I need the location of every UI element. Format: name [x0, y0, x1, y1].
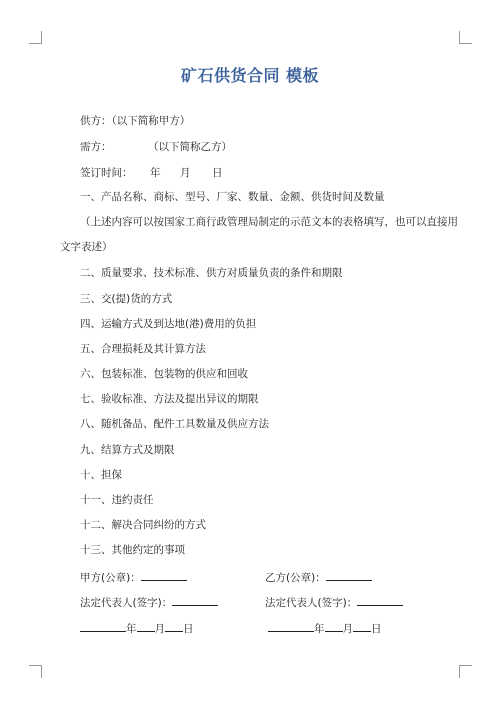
date-a-month: 月 [154, 623, 165, 635]
signing-month: 月 [180, 167, 191, 179]
party-a-seal-row [80, 569, 187, 585]
date-a-year-blank[interactable] [80, 620, 126, 632]
clause-12: 十二、解决合同纠纷的方式 [80, 519, 206, 531]
date-b-month: 月 [342, 623, 353, 635]
supplier-line: 供方：（以下简称甲方） [80, 115, 191, 127]
party-b-seal-label: 乙方(公章)： [265, 572, 326, 584]
rep-a-label: 法定代表人(签字)： [80, 597, 173, 609]
clause-10: 十、担保 [80, 469, 122, 481]
clause-1-note: （上述内容可以按国家工商行政管理局制定的示范文本的表格填写，也可以直接用 [80, 216, 458, 228]
signing-time-label: 签订时间： [80, 167, 133, 179]
rep-b-row [265, 594, 403, 610]
party-b-seal-row [265, 569, 372, 585]
party-b-seal-blank[interactable] [326, 569, 372, 581]
date-b-row [268, 620, 382, 636]
rep-a-row [80, 594, 218, 610]
date-b-day-blank[interactable] [353, 620, 371, 632]
date-b-year: 年 [314, 623, 325, 635]
date-b-year-blank[interactable] [268, 620, 314, 632]
clause-7: 七、验收标准、方法及提出异议的期限 [80, 393, 259, 405]
date-b-day: 日 [371, 623, 382, 635]
clause-2: 二、质量要求、技术标准、供方对质量负责的条件和期限 [80, 267, 343, 279]
clause-3: 三、交(提)货的方式 [80, 293, 173, 305]
buyer-note: （以下简称乙方） [148, 141, 232, 153]
date-a-month-blank[interactable] [137, 620, 155, 632]
clause-4: 四、运输方式及到达地(港)费用的负担 [80, 318, 257, 330]
date-a-day-blank[interactable] [165, 620, 183, 632]
clause-13: 十三、其他约定的事项 [80, 544, 185, 556]
signing-day: 日 [212, 167, 223, 179]
corner-mark-bottom-left [29, 665, 42, 678]
date-a-day: 日 [183, 623, 194, 635]
clause-9: 九、结算方式及期限 [80, 444, 175, 456]
document-title: 矿石供货合同 模板 [180, 66, 320, 85]
buyer-label: 需方： [80, 141, 112, 153]
party-a-seal-label: 甲方(公章)： [80, 572, 141, 584]
date-a-row [80, 620, 194, 636]
date-a-year: 年 [126, 623, 137, 635]
clause-6: 六、包装标准、包装物的供应和回收 [80, 368, 248, 380]
corner-mark-top-right [459, 31, 472, 44]
date-b-month-blank[interactable] [325, 620, 343, 632]
corner-mark-top-left [29, 31, 42, 44]
clause-1-note-cont: 文字表述） [60, 241, 113, 253]
rep-b-label: 法定代表人(签字)： [265, 597, 358, 609]
clause-11: 十一、违约责任 [80, 494, 154, 506]
clause-1: 一、产品名称、商标、型号、厂家、数量、金额、供货时间及数量 [80, 191, 385, 203]
rep-b-blank[interactable] [357, 594, 403, 606]
signing-year: 年 [150, 167, 161, 179]
corner-mark-bottom-right [459, 665, 472, 678]
rep-a-blank[interactable] [172, 594, 218, 606]
party-a-seal-blank[interactable] [141, 569, 187, 581]
clause-8: 八、随机备品、配件工具数量及供应方法 [80, 418, 269, 430]
clause-5: 五、合理损耗及其计算方法 [80, 343, 206, 355]
